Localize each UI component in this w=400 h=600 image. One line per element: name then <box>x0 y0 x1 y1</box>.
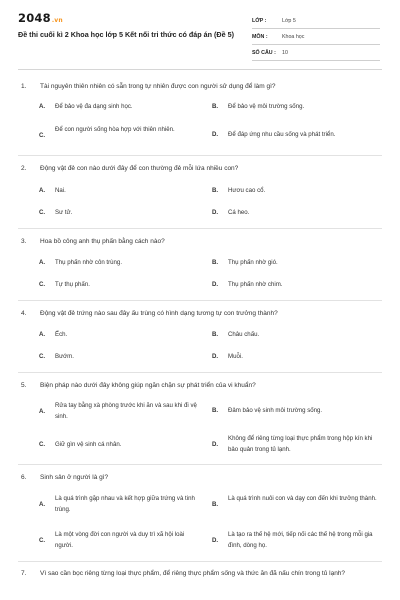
question-7 <box>21 568 381 592</box>
option-letter: B. <box>212 331 219 338</box>
option-text: Tự thụ phấn. <box>55 281 90 288</box>
option-text: Rửa tay bằng xà phòng trước khi ăn và sau khi đi vệ sinh. <box>55 402 197 420</box>
question-number: 7. <box>21 570 27 577</box>
option-text: Để đáp ứng nhu cầu sống và phát triển. <box>228 131 336 138</box>
option-text: Để bảo vệ môi trường sống. <box>228 103 305 110</box>
option-letter: D. <box>212 131 219 138</box>
option-c[interactable] <box>39 530 209 552</box>
option-d[interactable] <box>212 208 382 219</box>
question-text: Vì sao cần bọc riêng từng loại thực phẩm, để riêng thực phẩm sống và thức ăn đã nấu chín trong tủ lạnh? <box>40 570 346 577</box>
question-text: Tài nguyên thiên nhiên có sẵn trong tự nhiên được con người sử dụng để làm gì? <box>40 83 276 90</box>
question-number: 5. <box>21 382 27 389</box>
logo-suffix: .vn <box>51 17 63 24</box>
option-letter: C. <box>39 281 46 288</box>
site-logo[interactable] <box>18 11 63 25</box>
option-b[interactable] <box>212 406 382 417</box>
option-a[interactable] <box>39 401 209 423</box>
option-text: Là một vòng đời con người và duy trì xã hội loài người. <box>55 531 185 549</box>
option-letter: A. <box>39 407 46 415</box>
header-divider <box>18 69 382 70</box>
meta-key: MÔN : <box>252 33 268 40</box>
option-text: Là quá trình nuôi con và dạy con đến khi trưởng thành. <box>228 495 377 502</box>
option-text: Thụ phấn nhờ côn trùng. <box>55 259 123 266</box>
question-number: 3. <box>21 238 27 245</box>
question-text: Biện pháp nào dưới đây không giúp ngăn chặn sự phát triển của vi khuẩn? <box>40 382 256 389</box>
question-text: Sinh sản ở người là gì? <box>40 474 109 481</box>
option-letter: C. <box>39 131 46 139</box>
option-letter: D. <box>212 281 219 288</box>
option-text: Không để riêng từng loại thực phẩm trong hộp kín khi bảo quản trong tủ lạnh. <box>228 435 373 453</box>
question-separator <box>18 155 382 156</box>
option-letter: B. <box>212 259 219 266</box>
option-d[interactable] <box>212 530 382 552</box>
meta-key: LỚP : <box>252 17 267 24</box>
question-number: 2. <box>21 165 27 172</box>
option-b[interactable] <box>212 102 382 113</box>
option-letter: B. <box>212 103 219 110</box>
option-text: Sư tử. <box>55 209 73 216</box>
option-text: Thụ phấn nhờ chim. <box>228 281 283 288</box>
option-b[interactable] <box>212 258 382 269</box>
option-text: Để con người sống hòa hợp với thiên nhiên. <box>55 126 175 133</box>
question-separator <box>18 464 382 465</box>
option-text: Đảm bảo vệ sinh môi trường sống. <box>228 407 323 414</box>
option-c[interactable] <box>39 208 209 219</box>
option-d[interactable] <box>212 352 382 363</box>
option-text: Ếch. <box>55 331 68 338</box>
option-letter: A. <box>39 259 46 266</box>
meta-value: Khoa học <box>282 33 305 40</box>
option-text: Để bảo vệ đa dạng sinh học. <box>55 103 133 110</box>
document-title: Đề thi cuối kì 2 Khoa học lớp 5 Kết nối tri thức có đáp án (Đề 5) <box>18 30 234 39</box>
option-a[interactable] <box>39 186 209 197</box>
meta-table <box>252 13 380 61</box>
page-header <box>0 0 400 68</box>
option-a[interactable] <box>39 102 209 113</box>
option-letter: B. <box>212 500 219 508</box>
option-b[interactable] <box>212 186 382 197</box>
option-a[interactable] <box>39 258 209 269</box>
option-text: Muỗi. <box>228 353 243 360</box>
meta-row-count <box>252 45 380 61</box>
meta-value: 10 <box>282 49 288 56</box>
option-c[interactable] <box>39 280 209 291</box>
option-c[interactable] <box>39 125 209 147</box>
option-b[interactable] <box>212 330 382 341</box>
option-d[interactable] <box>212 280 382 291</box>
option-letter: B. <box>212 407 219 414</box>
question-text: Động vật đẻ trứng nào sau đây ấu trùng có hình dạng tương tự con trưởng thành? <box>40 310 278 317</box>
option-text: Là tạo ra thế hệ mới, tiếp nối các thế hệ trong mỗi gia đình, dòng họ. <box>228 531 373 549</box>
option-letter: A. <box>39 500 46 508</box>
option-text: Châu chấu. <box>228 331 260 338</box>
option-letter: D. <box>212 440 219 448</box>
option-c[interactable] <box>39 440 209 451</box>
question-number: 6. <box>21 474 27 481</box>
logo-text: 2048 <box>18 11 51 25</box>
meta-row-subject <box>252 29 380 45</box>
meta-key: SỐ CÂU : <box>252 49 276 56</box>
option-d[interactable] <box>212 130 382 141</box>
option-b[interactable] <box>212 494 382 516</box>
option-a[interactable] <box>39 494 209 516</box>
question-separator <box>18 372 382 373</box>
option-letter: C. <box>39 209 46 216</box>
option-text: Giữ gìn vệ sinh cá nhân. <box>55 441 122 448</box>
question-number: 1. <box>21 83 27 90</box>
option-letter: B. <box>212 187 219 194</box>
option-letter: C. <box>39 353 46 360</box>
question-text: Động vật đẻ con nào dưới đây để con thường đẻ mỗi lứa nhiều con? <box>40 165 239 172</box>
option-d[interactable] <box>212 434 382 456</box>
question-separator <box>18 561 382 562</box>
option-letter: A. <box>39 187 46 194</box>
question-separator <box>18 228 382 229</box>
option-letter: A. <box>39 103 46 110</box>
option-text: Thụ phấn nhờ gió. <box>228 259 278 266</box>
option-text: Nai. <box>55 187 66 194</box>
option-a[interactable] <box>39 330 209 341</box>
option-text: Cá heo. <box>228 209 250 216</box>
option-letter: D. <box>212 353 219 360</box>
question-text: Hoa bồ công anh thụ phấn bằng cách nào? <box>40 238 165 245</box>
option-letter: D. <box>212 209 219 216</box>
option-letter: A. <box>39 331 46 338</box>
option-text: Là quá trình gặp nhau và kết hợp giữa trứng và tinh trùng. <box>55 495 195 513</box>
question-number: 4. <box>21 310 27 317</box>
option-letter: D. <box>212 536 219 544</box>
meta-value: Lớp 5 <box>282 17 296 24</box>
option-text: Bướm. <box>55 353 74 360</box>
option-letter: C. <box>39 441 46 448</box>
option-text: Hươu cao cổ. <box>228 187 266 194</box>
option-letter: C. <box>39 536 46 544</box>
question-separator <box>18 300 382 301</box>
meta-row-class <box>252 13 380 29</box>
option-c[interactable] <box>39 352 209 363</box>
